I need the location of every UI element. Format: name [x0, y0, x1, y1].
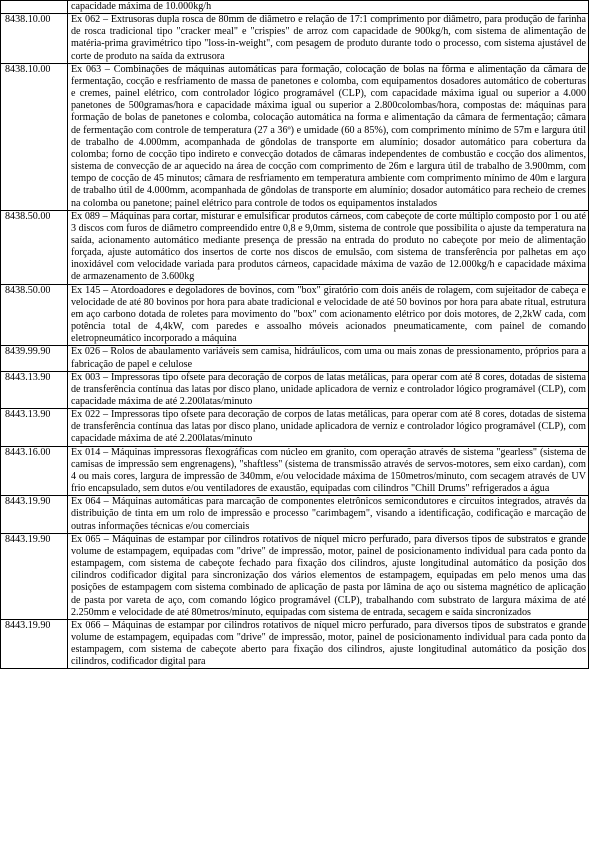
ncm-code	[1, 1, 68, 14]
ex-description: Ex 064 – Máquinas automáticas para marcação de componentes eletrônicos semicondutores e circuitos integrados, através da distribuição de tinta em um rolo de impressão e processo "carimbagem", visando a identificação, codificação e marcação de outras informações técnicas e/ou comerciais	[68, 496, 589, 533]
ncm-code: 8438.10.00	[1, 14, 68, 64]
ex-description: capacidade máxima de 10.000kg/h	[68, 1, 589, 14]
ex-description: Ex 062 – Extrusoras dupla rosca de 80mm de diâmetro e relação de 17:1 comprimento por diâmetro, para produção de farinha de rosca tradicional tipo "cracker meal" e "crispies" de arroz com capacidade de 900kg/h, com sistema de alimentação de matéria-prima gravimétrico tipo "loss-in-weight", com pesagem de produto durante todo o processo, com sistema ajustável de corte de produto na saída da extrusora	[68, 14, 589, 64]
table-row	[1, 496, 589, 533]
ex-description: Ex 003 – Impressoras tipo ofsete para decoração de corpos de latas metálicas, para operar com até 8 cores, dotadas de sistema de transferência contínua das latas por disco plano, unidade aplicadora de verniz e controlador lógico programável (CLP), com capacidade máxima de até 2.200latas/minuto	[68, 371, 589, 408]
table-row	[1, 371, 589, 408]
table-row	[1, 446, 589, 496]
ex-description: Ex 065 – Máquinas de estampar por cilindros rotativos de níquel micro perfurado, para diversos tipos de substratos e grande volume de estampagem, equipadas com "drive" de impressão, motor, painel de posicionamento individual para cada ponto da estampagem, com sistema de cabeçote fechado para fixação dos cilindros, ajuste longitudinal automático da posição dos cilindros codificador digital para sincronização dos vários elementos de estampagem, equipadas em pelo menos uma das posições de estampagem com sistema combinado de aplicação de pasta por lâmina de aço ou sistema magnético de aplicação de pasta por vareta de aço, com comando lógico programável (CLP), trabalhando com substrato de largura máxima de até 2.250mm e velocidade de até 80metros/minuto, equipadas com sistema de entrada, secagem e saída sincronizados	[68, 533, 589, 619]
table-row	[1, 533, 589, 619]
ex-description: Ex 026 – Rolos de abaulamento variáveis sem camisa, hidráulicos, com uma ou mais zonas de pressionamento, próprios para a fabricação de papel e celulose	[68, 346, 589, 371]
table-row	[1, 14, 589, 64]
table-row	[1, 63, 589, 210]
table-row	[1, 619, 589, 669]
ncm-code: 8438.50.00	[1, 284, 68, 346]
ncm-code: 8443.13.90	[1, 371, 68, 408]
ncm-code: 8438.50.00	[1, 210, 68, 284]
ex-description: Ex 022 – Impressoras tipo ofsete para decoração de corpos de latas metálicas, para operar com até 8 cores, dotadas de sistema de transferência contínua das latas por disco plano, unidade aplicadora de verniz e controlador lógico programável (CLP), com capacidade máxima de até 2.200latas/minuto	[68, 409, 589, 446]
table-row	[1, 210, 589, 284]
ncm-code: 8439.99.90	[1, 346, 68, 371]
ncm-code: 8443.13.90	[1, 409, 68, 446]
table-row	[1, 1, 589, 14]
ex-description: Ex 014 – Máquinas impressoras flexográficas com núcleo em granito, com operação através de sistema "gearless" (sistema de camisas de impressão sem engrenagens), "shaftless" (sistema de transmissão através de servos-motores, sem eixo cardan), com 4 ou mais cores, largura de impressão de 340mm, e/ou velocidade máxima de 150metros/minuto, com secagem através de UV frio encapsulado, sem dutos e/ou ventiladores de exaustão, equipadas com cilindros "Chill Drums" refrigerados a água	[68, 446, 589, 496]
tariff-table-body	[1, 1, 589, 669]
ncm-code: 8443.19.90	[1, 533, 68, 619]
table-row	[1, 409, 589, 446]
ex-description: Ex 066 – Máquinas de estampar por cilindros rotativos de níquel micro perfurado, para diversos tipos de substratos e grande volume de estampagem, equipadas com "drive" de impressão, motor, painel de posicionamento individual para cada ponto da estampagem, com sistema de cabeçote aberto para fixação dos cilindros, ajuste longitudinal automático da posição dos cilindros, codificador digital para	[68, 619, 589, 669]
ncm-code: 8443.19.90	[1, 619, 68, 669]
ncm-code: 8443.19.90	[1, 496, 68, 533]
table-row	[1, 284, 589, 346]
ex-description: Ex 089 – Máquinas para cortar, misturar e emulsificar produtos cárneos, com cabeçote de corte múltiplo composto por 1 ou até 3 discos com furos de diâmetro compreendido entre 0,8 e 9,0mm, sistema de controle que possibilita o ajuste da temperatura na saída, acionamento automático mediante presença de pressão na entrada do produto no cabeçote por meio de alimentação forçada, ajuste automático dos insertos de corte nos discos de emulsão, com sistema de transferência por palhetas em aço inoxidável com velocidade variada para produtos cárneos, capacidade máxima de vazão de 12.000kg/h e capacidade máxima de armazenamento de 3.600kg	[68, 210, 589, 284]
ex-description: Ex 145 – Atordoadores e degoladores de bovinos, com "box" giratório com dois anéis de rolagem, com sujeitador de cabeça e velocidade de até 80 bovinos por hora para abate tradicional e velocidade de até 50 bovinos por hora para abate ritual, estrutura em aço carbono dotada de roletes para movimento do "box" com acionamento elétrico por dois motores, de 2,2kW cada, com potência total de 4,4kW, com paredes e assoalho móveis acionados pneumaticamente, com painel de comando eletropneumático incorporado a máquina	[68, 284, 589, 346]
ex-description: Ex 063 – Combinações de máquinas automáticas para formação, colocação de bolas na fôrma e alimentação da câmara de fermentação, cocção e resfriamento de massa de panetones e colomba, com equipamentos dosadores automático de coberturas e cremes, painel elétrico, com controlador lógico programável (CLP), com capacidade máxima igual ou superior a 4.000 panetones de 500gramas/hora e capacidade máxima igual ou superior a 2.800colombas/hora, compostas de: máquinas para formação de bolas de panetones e colomba, colocação automática na forma e alimentação da câmara de fermentação; câmara de fermentação com controle de temperatura (27 a 36º) e umidade (60 a 85%), com comprimento mínimo de 57m e largura útil de trabalho de 4.000mm, acompanhada de gôndolas de transporte em alumínio; dosador automático para cobertura da colomba; forno de cocção tipo indireto e convecção dotados de câmaras independentes de combustão e cocção dos alimentos, sistema de convecção de ar aquecido na área de cocção com comprimento de 26m e largura útil de trabalho de 3.900mm, com tempo de cocção de 45 minutos; câmara de resfriamento em temperatura ambiente com comprimento mínimo de 40m e largura de trabalho útil de 4.000mm, acompanhada de gôndolas de transporte em alumínio; dosador automático para recheio de cremes na colomba ou panetone; painel elétrico para controle de todos os equipamentos instalados	[68, 63, 589, 210]
ncm-code: 8438.10.00	[1, 63, 68, 210]
ncm-code: 8443.16.00	[1, 446, 68, 496]
table-row	[1, 346, 589, 371]
